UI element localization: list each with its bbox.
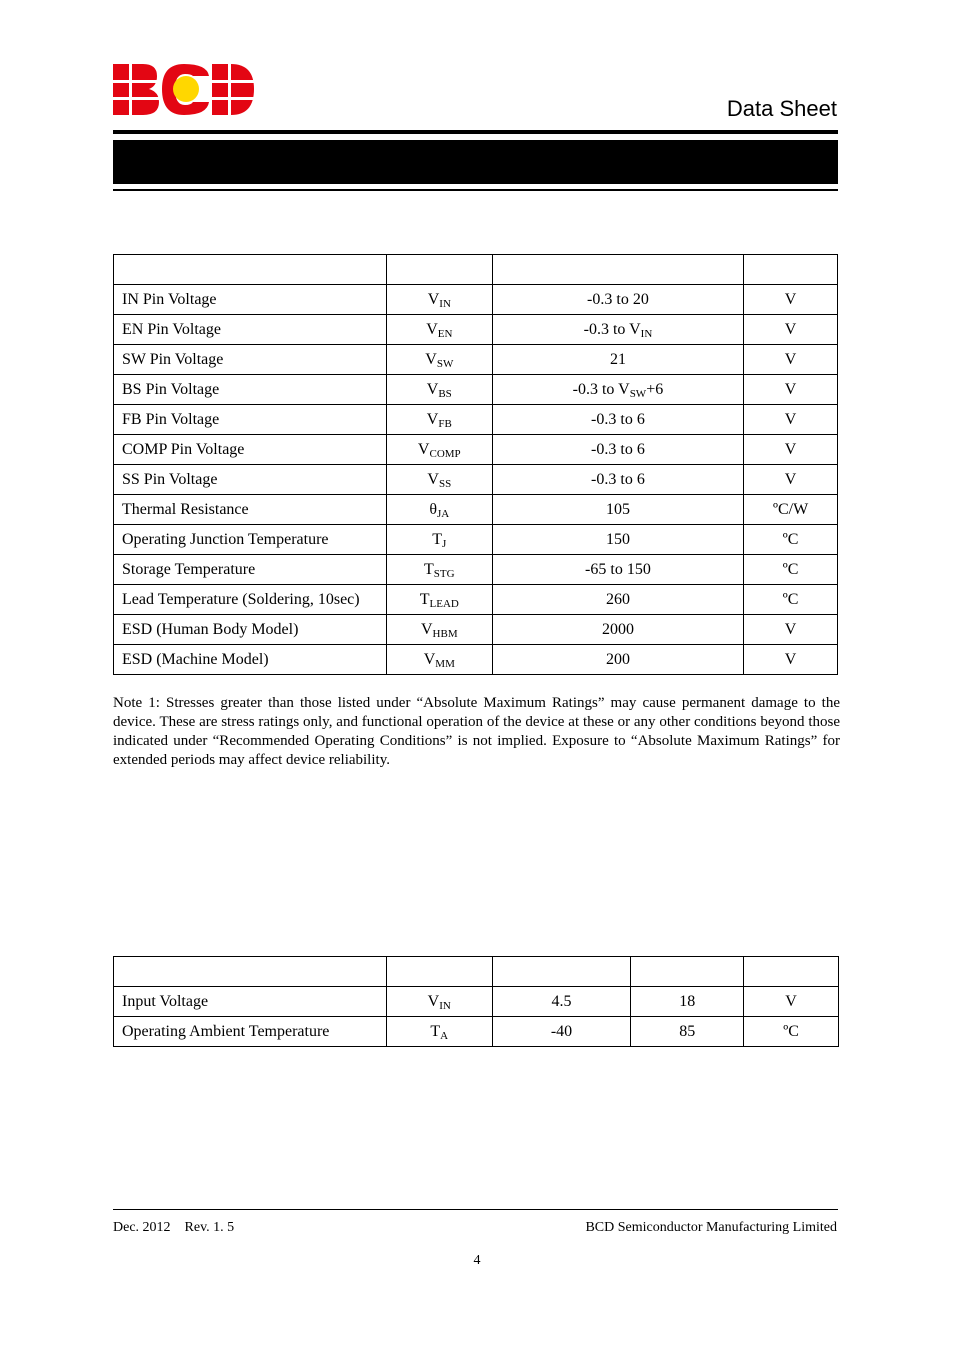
symbol-subscript: STG <box>433 568 455 580</box>
unit-cell: V <box>744 615 838 645</box>
symbol-subscript: COMP <box>429 448 461 460</box>
value-cell <box>492 525 743 555</box>
unit-cell: V <box>744 987 839 1017</box>
symbol-cell <box>386 987 492 1017</box>
parameter-cell: COMP Pin Voltage <box>114 435 387 465</box>
unit-cell: ºC/W <box>744 495 838 525</box>
recommended-operating-table <box>113 956 839 1047</box>
parameter-cell: IN Pin Voltage <box>114 285 387 315</box>
value-cell <box>492 465 743 495</box>
symbol-base: V <box>425 351 437 368</box>
value-cell <box>492 315 743 345</box>
symbol-cell <box>386 345 492 375</box>
absolute-max-ratings-table <box>113 254 838 675</box>
table-row <box>114 465 838 495</box>
symbol-subscript: A <box>440 1030 449 1042</box>
value-text: 2000 <box>601 621 634 638</box>
table-row <box>114 285 838 315</box>
table-row <box>114 375 838 405</box>
symbol-cell <box>386 285 492 315</box>
symbol-subscript: JA <box>437 508 450 520</box>
value-text: -0.3 to 6 <box>591 471 645 488</box>
table-row <box>114 555 838 585</box>
symbol-subscript: J <box>442 538 447 550</box>
parameter-cell: Operating Ambient Temperature <box>114 1017 387 1047</box>
title-bar <box>113 140 838 184</box>
footer-rule <box>113 1209 838 1210</box>
table-row <box>114 1017 839 1047</box>
symbol-base: T <box>424 561 434 578</box>
value-text: -0.3 to 20 <box>587 291 649 308</box>
unit-cell: ºC <box>744 555 838 585</box>
symbol-base: V <box>417 441 430 458</box>
symbol-base: V <box>426 321 438 338</box>
parameter-cell: EN Pin Voltage <box>114 315 387 345</box>
parameter-cell: Lead Temperature (Soldering, 10sec) <box>114 585 387 615</box>
page-number: 4 <box>473 1253 481 1268</box>
table-row <box>114 435 838 465</box>
unit-cell: V <box>744 315 838 345</box>
value-text: 21 <box>609 351 626 368</box>
parameter-cell: SS Pin Voltage <box>114 465 387 495</box>
value-text: -65 to 150 <box>585 561 651 578</box>
value-cell <box>492 585 743 615</box>
unit-cell: V <box>744 285 838 315</box>
symbol-subscript: IN <box>439 298 451 310</box>
unit-cell: V <box>744 435 838 465</box>
unit-cell: ºC <box>744 585 838 615</box>
symbol-base: V <box>423 651 436 668</box>
symbol-base: V <box>420 621 433 638</box>
doc-type-label: Data Sheet <box>726 96 837 121</box>
symbol-subscript: EN <box>437 328 453 340</box>
symbol-cell <box>386 645 492 675</box>
symbol-base: V <box>427 471 439 488</box>
value-suffix: +6 <box>646 381 664 398</box>
value-cell <box>492 405 743 435</box>
symbol-cell <box>386 405 492 435</box>
symbol-subscript: FB <box>438 418 452 430</box>
symbol-cell <box>386 615 492 645</box>
symbol-cell <box>386 315 492 345</box>
parameter-cell: Thermal Resistance <box>114 495 387 525</box>
min-cell: 4.5 <box>492 987 631 1017</box>
symbol-subscript: HBM <box>432 628 458 640</box>
table-row <box>114 585 838 615</box>
value-cell <box>492 555 743 585</box>
value-subscript: IN <box>640 328 653 340</box>
symbol-cell <box>386 1017 492 1047</box>
symbol-cell <box>386 465 492 495</box>
note-text: Note 1: Stresses greater than those listed under “Absolute Maximum Ratings” may cause permanent damage to the device. These are stress ratings only, and functional operation of the device at these or any other conditions beyond those indicated under “Recommended Operating Conditions” is not implied. Exposure to “Absolute Maximum Ratings” for extended periods may affect device reliability. <box>113 695 840 768</box>
value-text: -0.3 to V <box>583 321 641 338</box>
table-row <box>114 405 838 435</box>
value-text: -0.3 to 6 <box>591 411 645 428</box>
unit-cell: V <box>744 645 838 675</box>
max-cell: 85 <box>631 1017 744 1047</box>
table-row <box>114 645 838 675</box>
symbol-base: T <box>419 591 430 608</box>
table-row <box>114 987 839 1017</box>
value-cell <box>492 345 743 375</box>
value-cell <box>492 375 743 405</box>
symbol-cell <box>386 555 492 585</box>
symbol-subscript: BS <box>438 388 452 400</box>
parameter-cell: Operating Junction Temperature <box>114 525 387 555</box>
symbol-cell <box>386 435 492 465</box>
symbol-subscript: IN <box>439 1000 451 1012</box>
parameter-cell: SW Pin Voltage <box>114 345 387 375</box>
parameter-cell: ESD (Machine Model) <box>114 645 387 675</box>
symbol-cell <box>386 375 492 405</box>
value-text: -0.3 to 6 <box>591 441 645 458</box>
footer-date-rev: Dec. 2012 Rev. 1. 5 <box>113 1220 235 1235</box>
symbol-subscript: LEAD <box>429 598 459 610</box>
unit-cell: ºC <box>744 1017 839 1047</box>
table-header-row <box>114 255 838 285</box>
value-text: 105 <box>605 501 630 518</box>
parameter-cell: FB Pin Voltage <box>114 405 387 435</box>
unit-cell: V <box>744 375 838 405</box>
unit-cell: V <box>744 465 838 495</box>
max-cell: 18 <box>631 987 744 1017</box>
table-row <box>114 315 838 345</box>
symbol-base: T <box>432 531 443 548</box>
value-cell <box>492 435 743 465</box>
header-rule <box>113 130 838 134</box>
parameter-cell: Storage Temperature <box>114 555 387 585</box>
value-text: 260 <box>605 591 630 608</box>
header-rule-bottom <box>113 189 838 191</box>
symbol-base: V <box>427 993 440 1010</box>
symbol-base: V <box>426 411 439 428</box>
symbol-cell <box>386 585 492 615</box>
value-cell <box>492 495 743 525</box>
table-row <box>114 495 838 525</box>
parameter-cell: BS Pin Voltage <box>114 375 387 405</box>
symbol-cell <box>386 525 492 555</box>
value-cell <box>492 615 743 645</box>
symbol-base: V <box>426 381 439 398</box>
table-header-row <box>114 957 839 987</box>
table-row <box>114 525 838 555</box>
min-cell: -40 <box>492 1017 631 1047</box>
value-subscript: SW <box>629 388 647 400</box>
bcd-logo <box>113 64 254 115</box>
value-cell <box>492 645 743 675</box>
unit-cell: ºC <box>744 525 838 555</box>
table-row <box>114 345 838 375</box>
unit-cell: V <box>744 405 838 435</box>
symbol-cell <box>386 495 492 525</box>
value-cell <box>492 285 743 315</box>
value-text: 200 <box>605 651 630 668</box>
symbol-subscript: MM <box>435 658 455 670</box>
unit-cell: V <box>744 345 838 375</box>
symbol-base: θ <box>429 501 438 518</box>
value-text: 150 <box>605 531 630 548</box>
value-text: -0.3 to V <box>572 381 630 398</box>
symbol-subscript: SS <box>438 478 452 490</box>
symbol-subscript: SW <box>436 358 454 370</box>
parameter-cell: Input Voltage <box>114 987 387 1017</box>
symbol-base: V <box>427 291 440 308</box>
symbol-base: T <box>430 1023 441 1040</box>
footer-company: BCD Semiconductor Manufacturing Limited <box>585 1220 837 1235</box>
parameter-cell: ESD (Human Body Model) <box>114 615 387 645</box>
table-row <box>114 615 838 645</box>
